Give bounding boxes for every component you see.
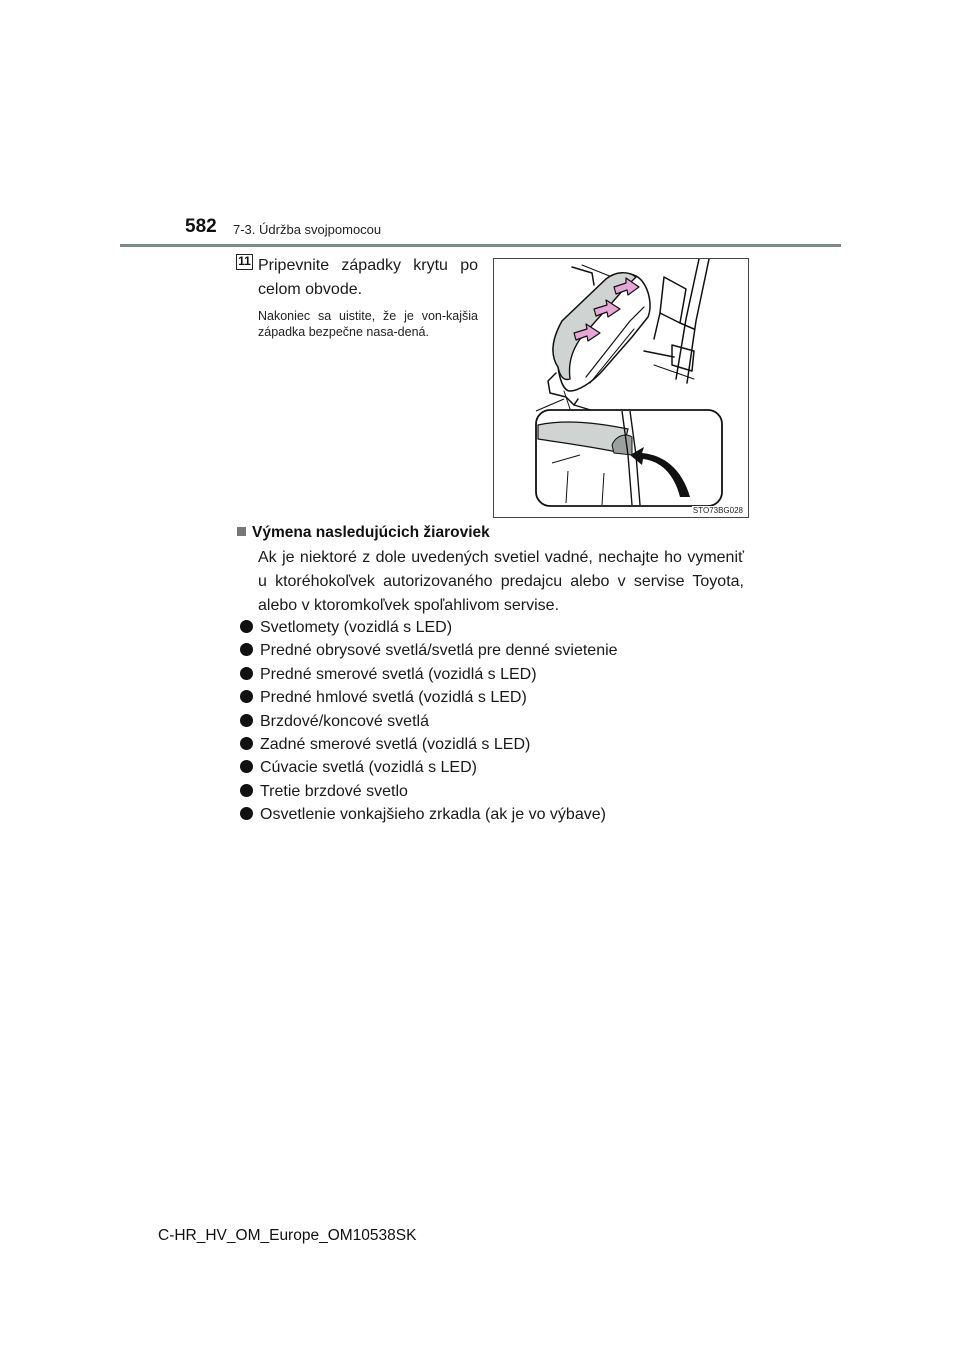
list-item	[240, 710, 750, 733]
list-item	[240, 756, 750, 779]
section-heading	[237, 524, 490, 542]
square-bullet-icon	[237, 527, 246, 536]
list-item-text: Osvetlenie vonkajšieho zrkadla (ak je vo výbave)	[260, 806, 606, 824]
list-item	[240, 686, 750, 709]
list-item-text: Svetlomety (vozidlá s LED)	[260, 619, 453, 636]
header-rule	[120, 244, 841, 247]
step-note: Nakoniec sa uistite, že je von-kajšia západka bezpečne nasa-dená.	[258, 309, 478, 339]
mirror-cover-illustration	[493, 258, 749, 518]
list-item	[240, 733, 750, 756]
list-item	[240, 663, 750, 686]
list-item-text: Brzdové/koncové svetlá	[260, 712, 429, 730]
list-item-text: Zadné smerové svetlá (vozidlá s LED)	[260, 735, 531, 753]
section-title: 7-3. Údržba svojpomocou	[233, 222, 382, 237]
list-item-text: Predné hmlové svetlá (vozidlá s LED)	[260, 689, 527, 707]
bullet-dot-icon	[240, 760, 253, 773]
step-number-badge: 11	[236, 254, 253, 270]
list-item-text: Predné obrysové svetlá/svetlá pre denné svietenie	[260, 642, 618, 660]
figure-code: STO73BG028	[692, 506, 743, 515]
list-item-text: Tretie brzdové svetlo	[260, 782, 408, 800]
section-heading-text: Výmena nasledujúcich žiaroviek	[252, 524, 490, 541]
bullet-dot-icon	[240, 784, 253, 797]
section-intro: Ak je niektoré z dole uvedených svetiel vadné, nechajte ho vymeniť u ktoréhokoľvek autorizovaného predajcu alebo v servise Toyota, alebo v ktoromkoľvek spoľahlivom servise.	[258, 549, 744, 614]
bullet-dot-icon	[240, 737, 253, 750]
bulb-list	[240, 616, 750, 827]
list-item	[240, 639, 750, 662]
list-item-text: Cúvacie svetlá (vozidlá s LED)	[260, 759, 477, 777]
list-item-text: Predné smerové svetlá (vozidlá s LED)	[260, 665, 537, 683]
bullet-dot-icon	[240, 643, 253, 656]
list-item	[240, 780, 750, 803]
detail-inset	[536, 410, 722, 506]
bullet-dot-icon	[240, 690, 253, 703]
bullet-dot-icon	[240, 714, 253, 727]
list-item	[240, 616, 750, 639]
document-code: C-HR_HV_OM_Europe_OM10538SK	[158, 1227, 417, 1244]
page-number: 582	[185, 216, 217, 237]
step-instruction: Pripevnite západky krytu po celom obvode.	[258, 257, 478, 298]
mirror-drawing	[494, 259, 748, 517]
list-item	[240, 803, 750, 826]
bullet-dot-icon	[240, 667, 253, 680]
bullet-dot-icon	[240, 807, 253, 820]
bullet-dot-icon	[240, 620, 253, 633]
